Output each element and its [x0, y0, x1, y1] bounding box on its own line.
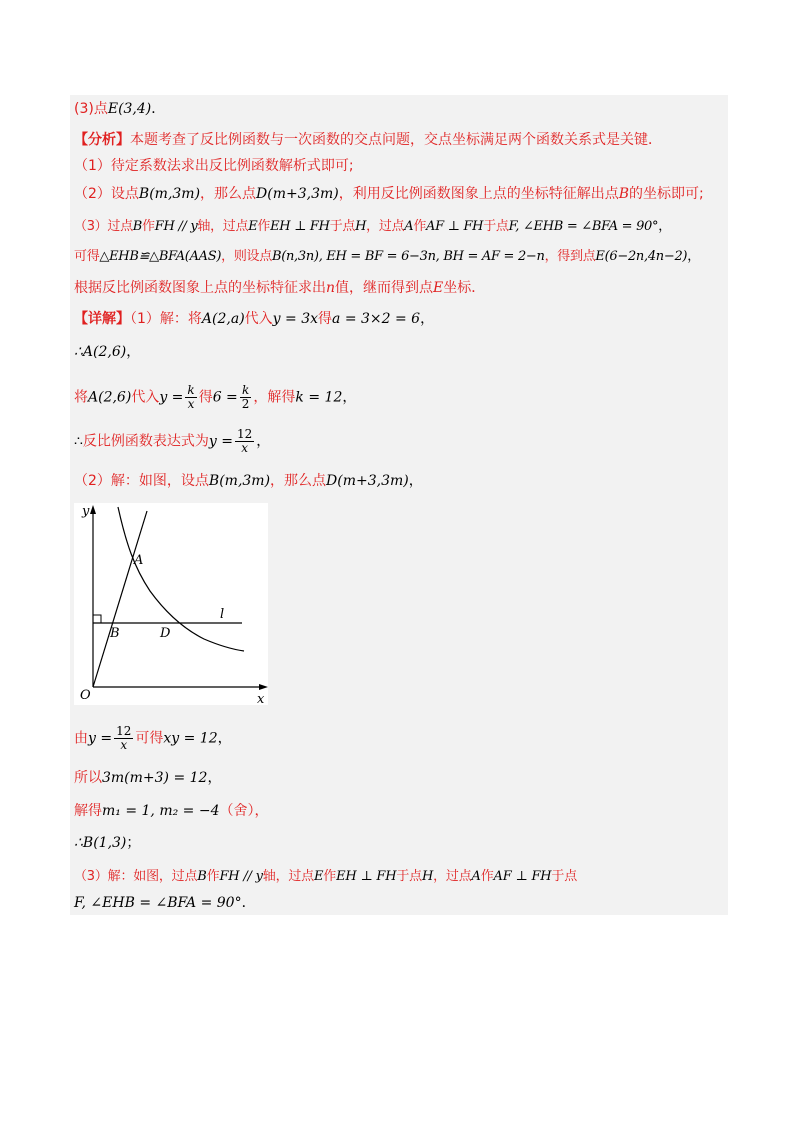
- origin-label: O: [80, 688, 91, 703]
- analysis-step-3-end: 根据反比例函数图象上点的坐标特征求出n值，继而得到点E坐标．: [74, 280, 486, 296]
- hyperbola-curve: [118, 507, 244, 651]
- fraction-12-over-x: $\frac{12}{x}$: [237, 427, 253, 455]
- part-2-heading: （2）解：如图，设点B(m,3m)，那么点D(m+3,3m)，: [74, 473, 423, 489]
- analysis-step-3: （3）过点B作FH // y轴，过点E作EH ⊥ FH于点H，过点A作AF ⊥ FH于点F, ∠EHB = ∠BFA = 90°，: [74, 219, 671, 234]
- x-axis-label: x: [257, 692, 265, 705]
- answer-3: (3)点E(3,4)．: [74, 101, 166, 117]
- analysis-step-2: （2）设点B(m,3m)，那么点D(m+3,3m)，利用反比例函数图象上点的坐标特征解出点B的坐标即可;: [74, 186, 704, 202]
- graph-svg: [74, 503, 268, 705]
- solve-k: 将A(2,6)代入y = $\frac{k}{x}$ 得6 = $\frac{k}{2}$ ，解得k = 12，: [74, 383, 357, 411]
- point-a-label: A: [134, 553, 144, 568]
- solve-m: 解得m₁ = 1, m₂ = −4（舍），: [74, 803, 269, 819]
- y-axis-label: y: [82, 504, 90, 519]
- line-y-3x: [93, 511, 147, 687]
- fraction-12-over-x-2: $\frac{12}{x}$: [116, 724, 132, 752]
- derive-xy: 由y = $\frac{12}{x}$ 可得xy = 12，: [74, 724, 232, 752]
- result-a: ∴A(2,6)，: [74, 344, 141, 360]
- equation-m: 所以3m(m+3) = 12，: [74, 770, 222, 786]
- analysis-step-1: （1）待定系数法求出反比例函数解析式即可;: [74, 158, 354, 174]
- inverse-function-expression: ∴反比例函数表达式为y = $\frac{12}{x}$ ，: [74, 427, 271, 455]
- function-graph: [74, 503, 268, 705]
- line-l-label: l: [220, 607, 225, 622]
- right-angle-mark: [93, 615, 101, 623]
- point-b-label: B: [110, 626, 120, 641]
- fraction-k-over-2: $\frac{k}{2}$: [241, 383, 250, 411]
- analysis-heading: 【分析】本题考查了反比例函数与一次函数的交点问题，交点坐标满足两个函数关系式是关键．: [74, 132, 662, 148]
- analysis-step-3-cont: 可得△EHB≌△BFA(AAS)，则设点B(n,3n), EH = BF = 6−3n, BH = AF = 2−n，得到点E(6−2n,4n−2)，: [74, 249, 700, 264]
- part-3-heading: （3）解：如图，过点B作FH // y轴，过点E作EH ⊥ FH于点H，过点A作AF ⊥ FH于点: [74, 869, 578, 884]
- detail-heading: 【详解】（1）解：将A(2,a)代入y = 3x得a = 3×2 = 6，: [74, 311, 435, 327]
- fraction-k-over-x: $\frac{k}{x}$: [187, 383, 195, 411]
- result-b: ∴B(1,3)；: [74, 835, 141, 851]
- part-3-cont: F, ∠EHB = ∠BFA = 90°．: [74, 895, 256, 911]
- point-d-label: D: [160, 626, 171, 641]
- y-axis-arrow-icon: [90, 505, 96, 514]
- x-axis-arrow-icon: [259, 684, 268, 690]
